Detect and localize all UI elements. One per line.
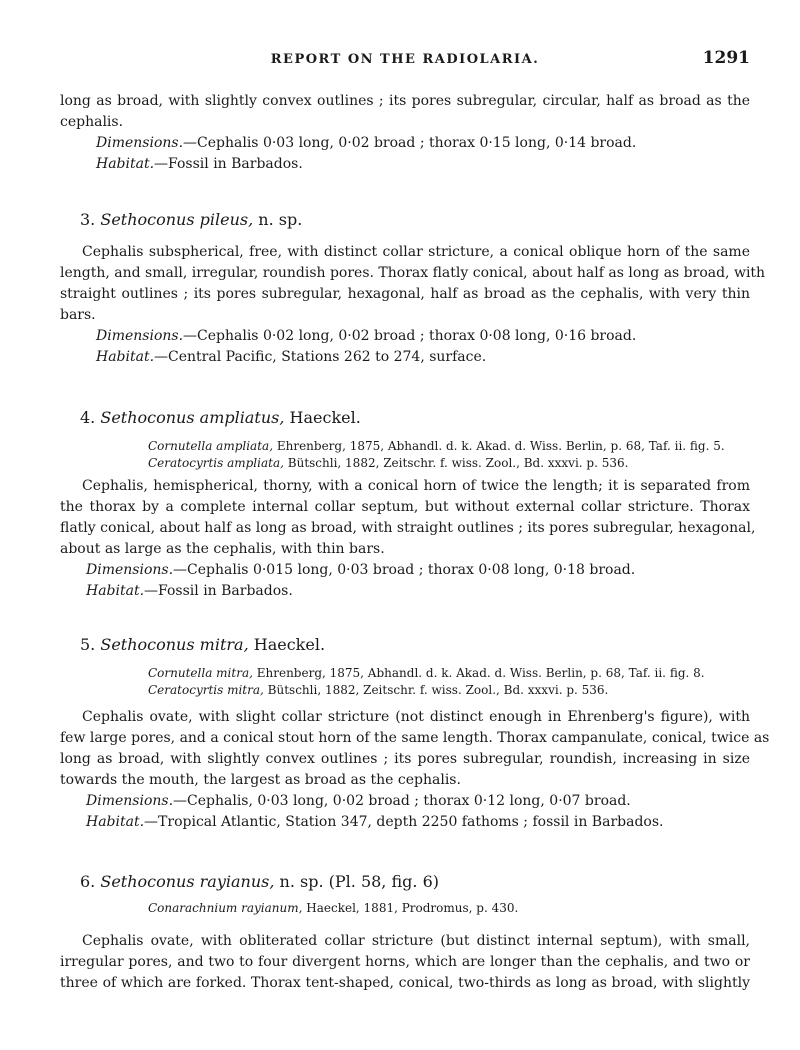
body-line: irregular pores, and two to four divergent horns, which are longer than the cephalis, and two or [60,954,750,970]
habitat-line [60,347,750,368]
body-line: three of which are forked. Thorax tent-shaped, conical, two-thirds as long as broad, with slightly [60,975,750,991]
dimensions-text: —Cephalis 0·02 long, 0·02 broad ; thorax 0·08 long, 0·16 broad. [183,328,637,344]
body-line: Cephalis, hemispherical, thorny, with a conical horn of twice the length; it is separated from [82,478,750,494]
habitat-line [60,581,750,602]
body-line: Cephalis ovate, with slight collar stricture (not distinct enough in Ehrenberg's figure), with [82,709,750,725]
species-heading [60,870,750,894]
synonym-name: Ceratocyrtis ampliata, [148,456,284,470]
dimensions-label: Dimensions. [96,135,184,151]
synonym-name: Conarachnium rayianum, [148,901,303,915]
body-line: cephalis. [60,114,124,130]
page-header [60,48,750,72]
species-number: 3. [80,210,96,229]
species-5 [60,633,770,833]
synonym-line [60,455,750,472]
species-author: Haeckel. [253,635,326,654]
habitat-label: Habitat. [96,156,155,172]
species-name: Sethoconus mitra, [100,635,249,654]
species-name: Sethoconus rayianus, [100,872,275,891]
habitat-text: —Fossil in Barbados. [154,156,303,172]
synonym-reference: Bütschli, 1882, Zeitschr. f. wiss. Zool., Bd. xxxvi. p. 536. [287,456,629,470]
dimensions-text: —Cephalis, 0·03 long, 0·02 broad ; thorax 0·12 long, 0·07 broad. [173,793,631,809]
body-line: flatly conical, about half as long as broad, with straight outlines ; its pores subregular, hexagonal, [60,520,756,536]
body-line: length, and small, irregular, roundish pores. Thorax flatly conical, about half as long as broad, with [60,265,766,281]
continuation-block [60,91,750,175]
habitat-label: Habitat. [86,583,145,599]
species-4 [60,406,756,602]
habitat-text: —Fossil in Barbados. [144,583,293,599]
running-head: REPORT ON THE RADIOLARIA. [270,52,540,67]
body-line: long as broad, with slightly convex outlines ; its pores subregular, circular, half as broad as the [60,93,750,109]
body-line: Cephalis subspherical, free, with distinct collar stricture, a conical oblique horn of the same [82,244,750,260]
species-heading [60,406,750,430]
dimensions-line [60,560,750,581]
body-line: the thorax by a complete internal collar septum, but without external collar stricture. Thorax [60,499,750,515]
species-heading [60,633,750,657]
synonym-name: Ceratocyrtis mitra, [148,683,264,697]
synonym-name: Cornutella ampliata, [148,439,274,453]
dimensions-text: —Cephalis 0·015 long, 0·03 broad ; thorax 0·08 long, 0·18 broad. [173,562,636,578]
dimensions-label: Dimensions. [86,562,174,578]
species-heading [60,208,750,232]
species-number: 6. [80,872,96,891]
species-author: n. sp. (Pl. 58, fig. 6) [279,872,439,891]
page-number: 1291 [702,48,750,68]
dimensions-text: —Cephalis 0·03 long, 0·02 broad ; thorax 0·15 long, 0·14 broad. [183,135,637,151]
body-line: bars. [60,307,96,323]
synonym-line [60,438,750,455]
species-number: 4. [80,408,96,427]
body-line: straight outlines ; its pores subregular, hexagonal, half as broad as the cephalis, with very thin [60,286,750,302]
synonym-name: Cornutella mitra, [148,666,253,680]
synonym-reference: Ehrenberg, 1875, Abhandl. d. k. Akad. d. Wiss. Berlin, p. 68, Taf. ii. fig. 5. [276,439,725,453]
habitat-label: Habitat. [86,814,145,830]
synonym-reference: Ehrenberg, 1875, Abhandl. d. k. Akad. d. Wiss. Berlin, p. 68, Taf. ii. fig. 8. [256,666,705,680]
habitat-line [60,812,750,833]
synonym-reference: Haeckel, 1881, Prodromus, p. 430. [306,901,519,915]
species-author: n. sp. [258,210,303,229]
body-line: Cephalis ovate, with obliterated collar stricture (but distinct internal septum), with small, [82,933,750,949]
synonym-line [60,900,750,917]
synonym-line [60,665,750,682]
species-name: Sethoconus pileus, [100,210,254,229]
habitat-text: —Tropical Atlantic, Station 347, depth 2250 fathoms ; fossil in Barbados. [144,814,664,830]
dimensions-line [60,326,750,347]
body-line: about as large as the cephalis, with thin bars. [60,541,385,557]
body-line: towards the mouth, the largest as broad as the cephalis. [60,772,461,788]
species-3 [60,208,766,368]
species-6 [60,870,750,994]
species-author: Haeckel. [289,408,361,427]
habitat-line [60,154,750,175]
dimensions-label: Dimensions. [96,328,184,344]
species-name: Sethoconus ampliatus, [100,408,285,427]
dimensions-label: Dimensions. [86,793,174,809]
synonym-line [60,682,750,699]
habitat-label: Habitat. [96,349,155,365]
dimensions-line [60,133,750,154]
body-line: few large pores, and a conical stout horn of the same length. Thorax campanulate, conical, twice as [60,730,770,746]
dimensions-line [60,791,750,812]
species-number: 5. [80,635,96,654]
habitat-text: —Central Pacific, Stations 262 to 274, surface. [154,349,487,365]
synonym-reference: Bütschli, 1882, Zeitschr. f. wiss. Zool., Bd. xxxvi. p. 536. [267,683,609,697]
body-line: long as broad, with slightly convex outlines ; its pores subregular, roundish, increasing in size [60,751,750,767]
